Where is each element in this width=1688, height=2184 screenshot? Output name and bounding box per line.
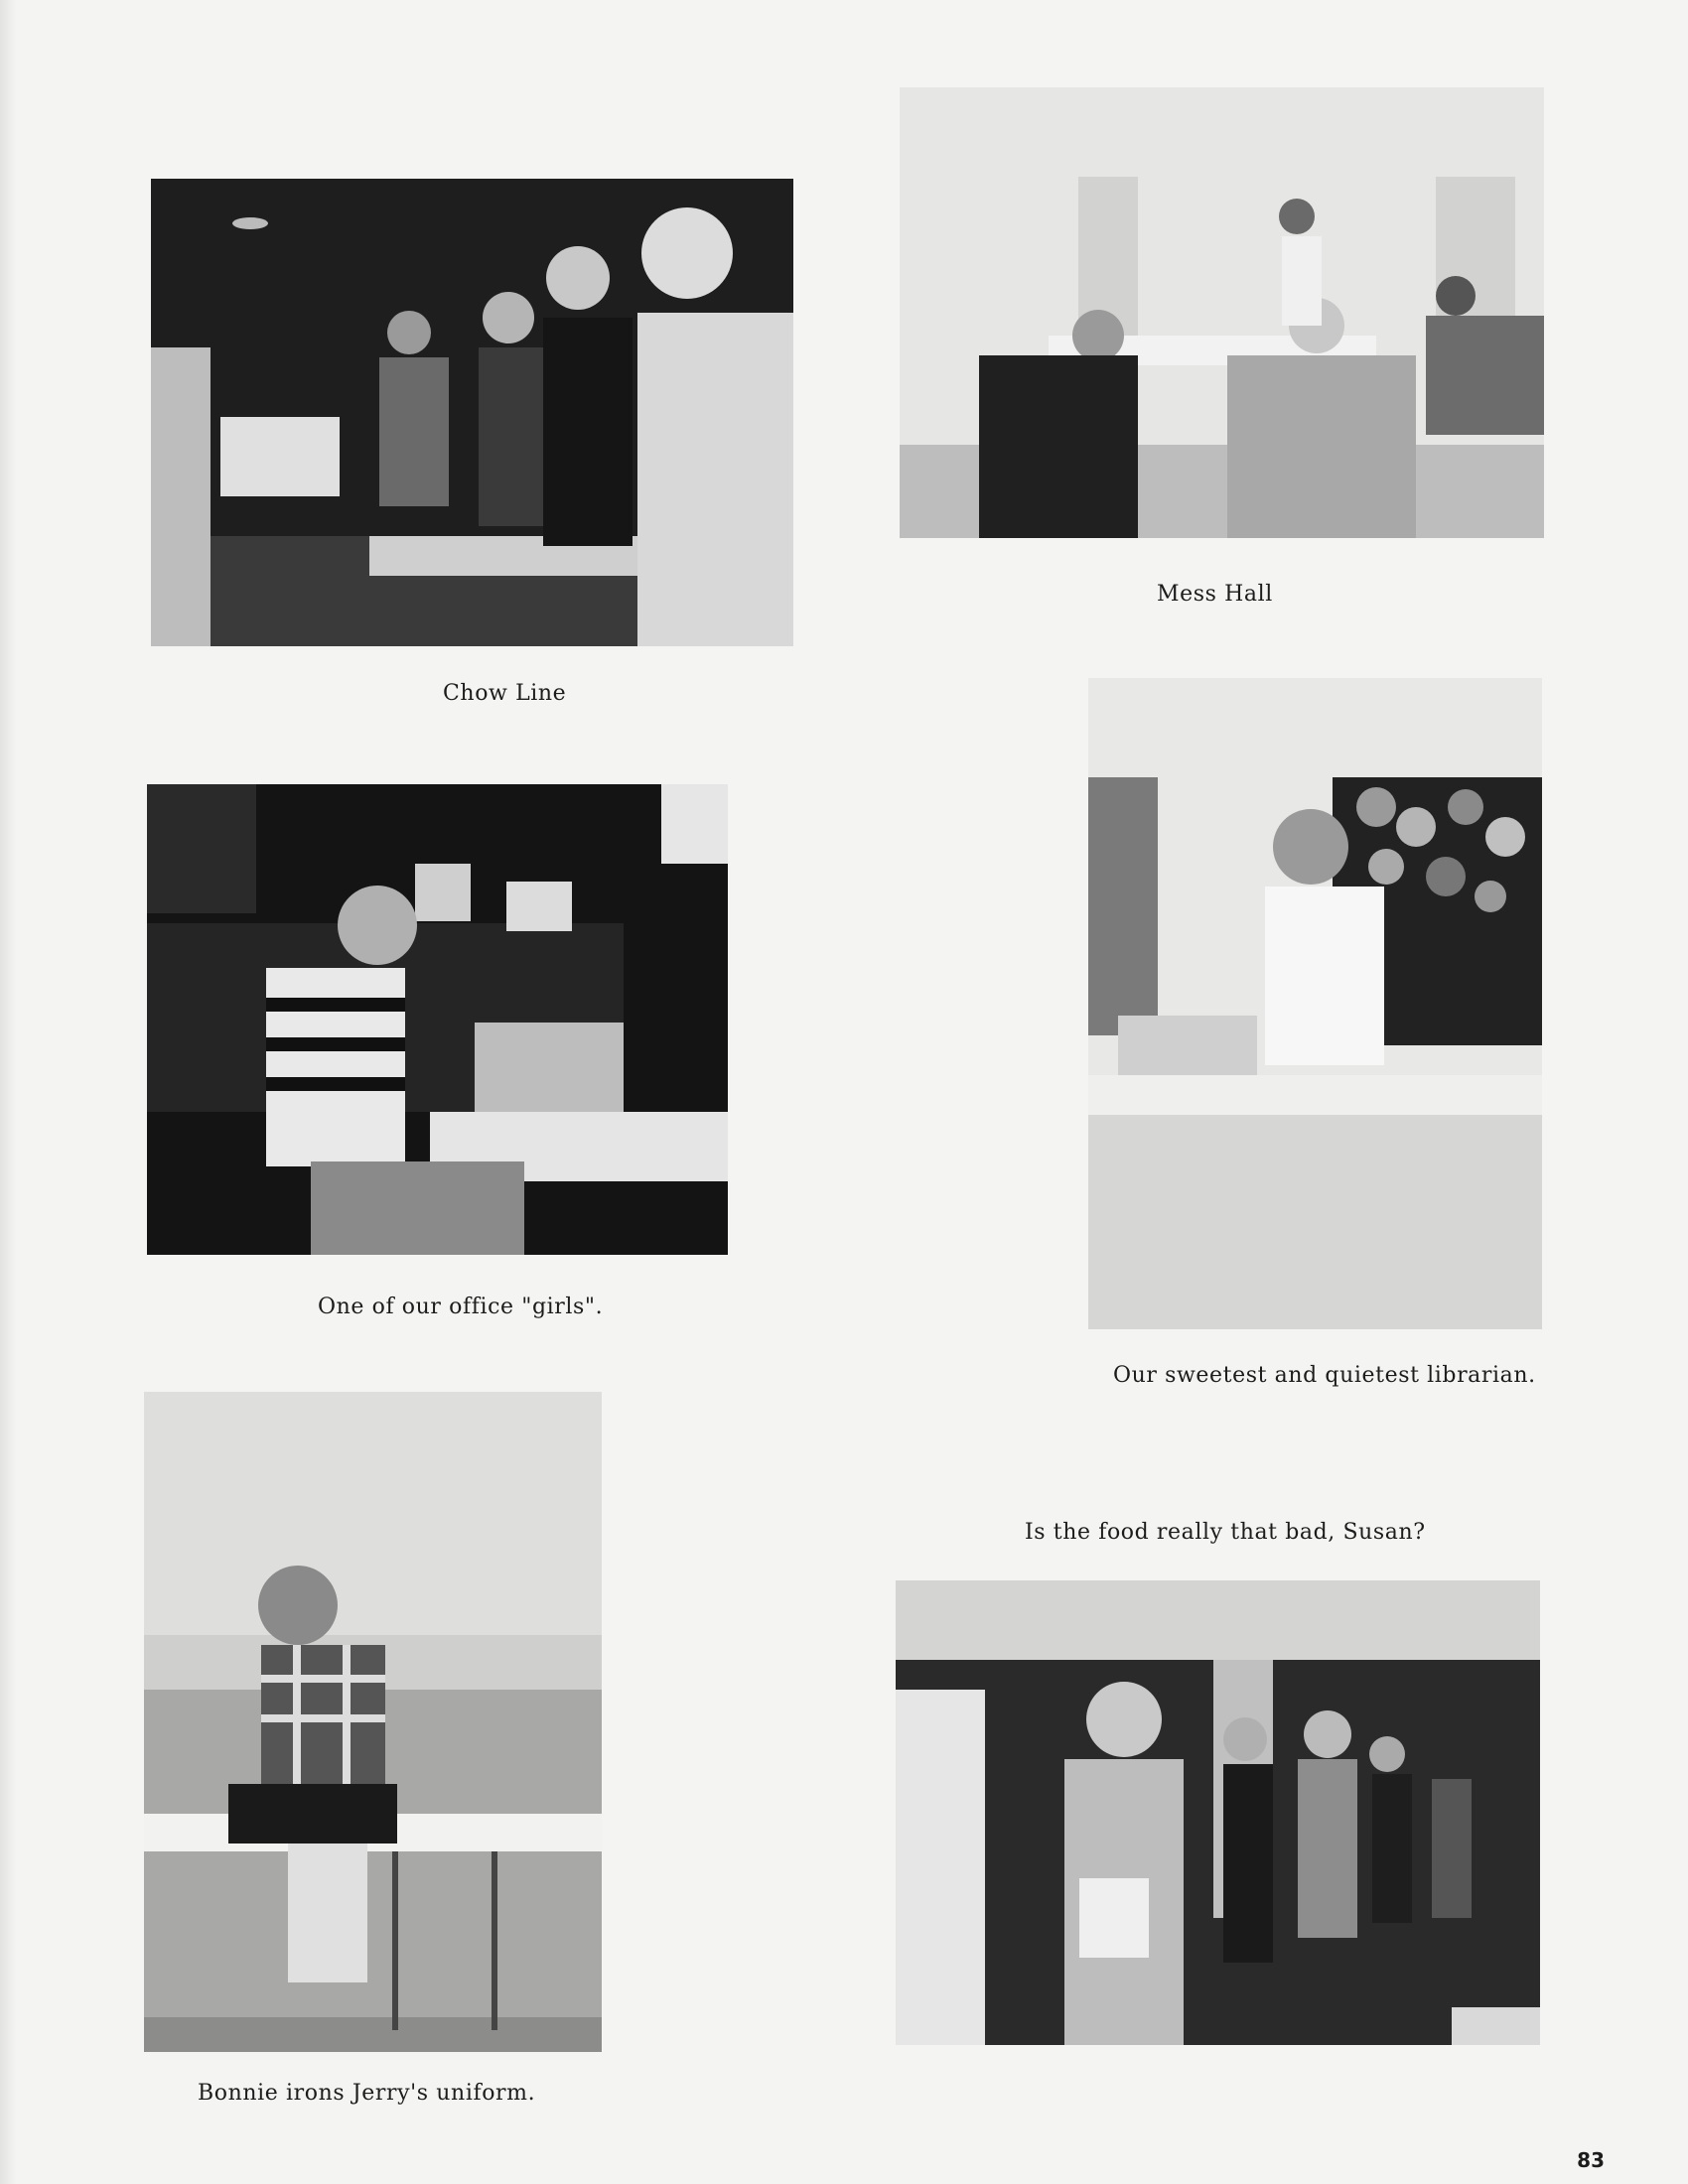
caption-mess-hall: Mess Hall: [1157, 582, 1273, 607]
caption-food-bad: Is the food really that bad, Susan?: [1025, 1520, 1426, 1545]
caption-bonnie-irons: Bonnie irons Jerry's uniform.: [198, 2081, 536, 2106]
caption-office-girls: One of our office "girls".: [318, 1295, 604, 1319]
page-edge-shadow: [0, 0, 16, 2184]
photo-mess-hall: [900, 87, 1544, 538]
page-number: 83: [1577, 2148, 1605, 2172]
photo-office-typist: [147, 784, 728, 1255]
photo-librarian: [1088, 678, 1542, 1329]
caption-librarian: Our sweetest and quietest librarian.: [1113, 1363, 1536, 1388]
photo-susan-hallway: [896, 1580, 1540, 2045]
photo-chow-line: [151, 179, 793, 646]
photo-bonnie-ironing: [144, 1392, 602, 2052]
caption-chow-line: Chow Line: [443, 681, 567, 706]
